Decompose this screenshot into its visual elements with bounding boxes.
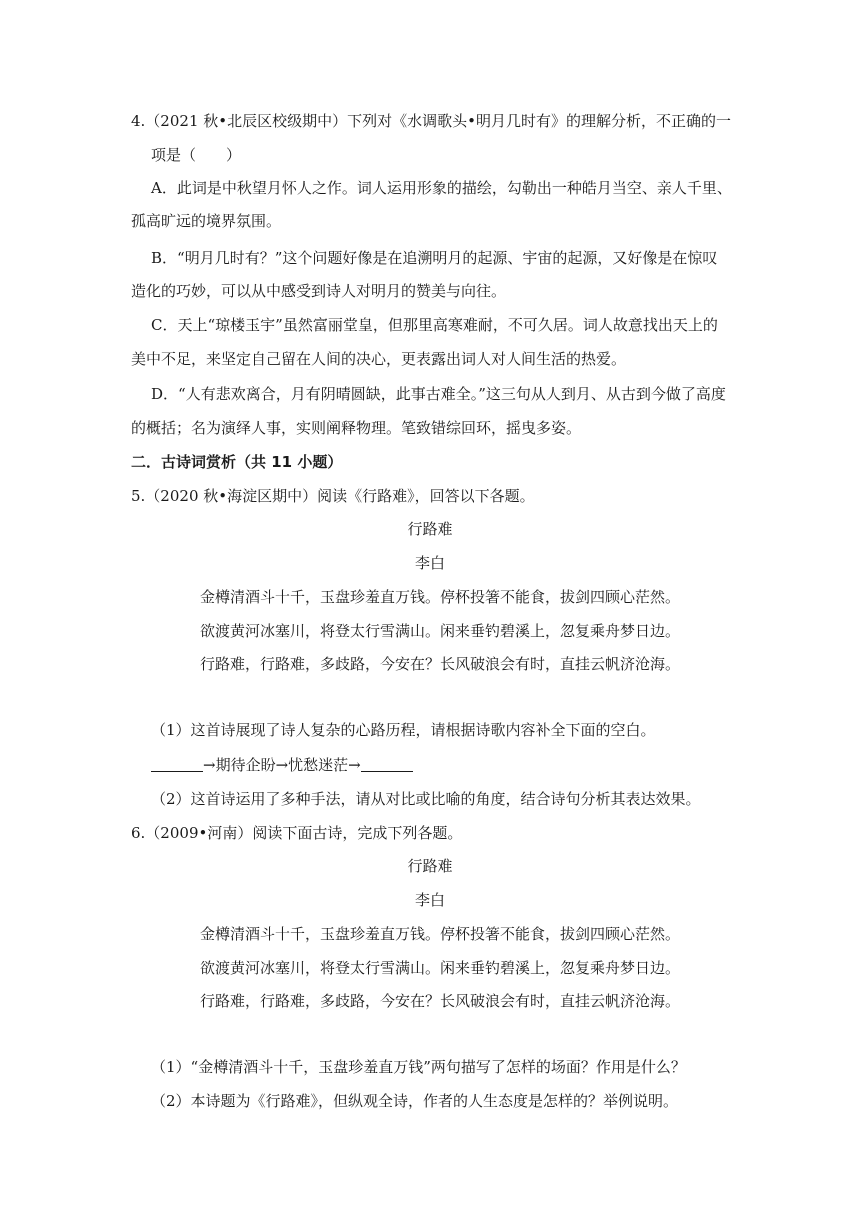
q5-subquestion-2: （2）这首诗运用了多种手法，请从对比或比喻的角度，结合诗句分析其表达效果。 [151, 790, 701, 808]
q4-stem-line2: 项是（ ） [151, 146, 242, 164]
section-heading: 二．古诗词赏析（共 11 小题） [131, 453, 343, 471]
q4-option-b-line1: B．“明月几时有？”这个问题好像是在追溯明月的起源、宇宙的起源，又好像是在惊叹 [151, 249, 718, 267]
q5-flow-middle: →期待企盼→忧愁迷茫→ [203, 756, 361, 774]
q5-subquestion-1: （1）这首诗展现了诗人复杂的心路历程，请根据诗歌内容补全下面的空白。 [151, 721, 656, 739]
answer-blank[interactable] [361, 771, 413, 772]
q4-option-b-line2: 造化的巧妙，可以从中感受到诗人对明月的赞美与向往。 [131, 282, 507, 300]
q5-poem-line: 金樽清酒斗十千，玉盘珍羞直万钱。停杯投箸不能食，拔剑四顾心茫然。 [200, 588, 681, 606]
q4-option-c-line1: C．天上“琼楼玉宇”虽然富丽堂皇，但那里高寒难耐，不可久居。词人故意找出天上的 [151, 316, 718, 334]
q6-stem: 6.（2009•河南）阅读下面古诗，完成下列各题。 [131, 824, 463, 842]
q4-option-a-line2: 孤高旷远的境界氛围。 [131, 212, 282, 230]
q6-poem-line: 行路难，行路难，多歧路，今安在？长风破浪会有时，直挂云帆济沧海。 [200, 992, 681, 1010]
q5-stem: 5.（2020 秋•海淀区期中）阅读《行路难》，回答以下各题。 [131, 487, 535, 505]
q6-poem-author: 李白 [414, 891, 445, 909]
q6-poem-line: 金樽清酒斗十千，玉盘珍羞直万钱。停杯投箸不能食，拔剑四顾心茫然。 [200, 925, 681, 943]
q6-subquestion-2: （2）本诗题为《行路难》，但纵观全诗，作者的人生态度是怎样的？举例说明。 [151, 1092, 679, 1110]
q5-flow-line [151, 755, 413, 775]
q5-poem-line: 欲渡黄河冰塞川，将登太行雪满山。闲来垂钓碧溪上，忽复乘舟梦日边。 [200, 622, 681, 640]
q6-poem-line: 欲渡黄河冰塞川，将登太行雪满山。闲来垂钓碧溪上，忽复乘舟梦日边。 [200, 959, 681, 977]
answer-blank[interactable] [151, 771, 203, 772]
q5-poem-title: 行路难 [407, 520, 453, 538]
q4-option-d-line2: 的概括；名为演绎人事，实则阐释物理。笔致错综回环，摇曳多姿。 [131, 419, 582, 437]
q4-option-d-line1: D．“人有悲欢离合，月有阴晴圆缺，此事古难全。”这三句从人到月、从古到今做了高度 [151, 385, 726, 403]
q6-poem-title: 行路难 [407, 857, 453, 875]
q4-option-a-line1: A．此词是中秋望月怀人之作。词人运用形象的描绘，勾勒出一种皓月当空、亲人千里、 [151, 179, 732, 197]
q4-option-c-line2: 美中不足，来坚定自己留在人间的决心，更表露出词人对人间生活的热爱。 [131, 350, 627, 368]
q5-poem-line: 行路难，行路难，多歧路，今安在？长风破浪会有时，直挂云帆济沧海。 [200, 655, 681, 673]
q5-poem-author: 李白 [414, 554, 445, 572]
q6-subquestion-1: （1）“金樽清酒斗十千，玉盘珍羞直万钱”两句描写了怎样的场面？作用是什么？ [151, 1058, 686, 1076]
q4-stem-line1: 4.（2021 秋•北辰区校级期中）下列对《水调歌头•明月几时有》的理解分析，不正确的一 [131, 112, 731, 130]
